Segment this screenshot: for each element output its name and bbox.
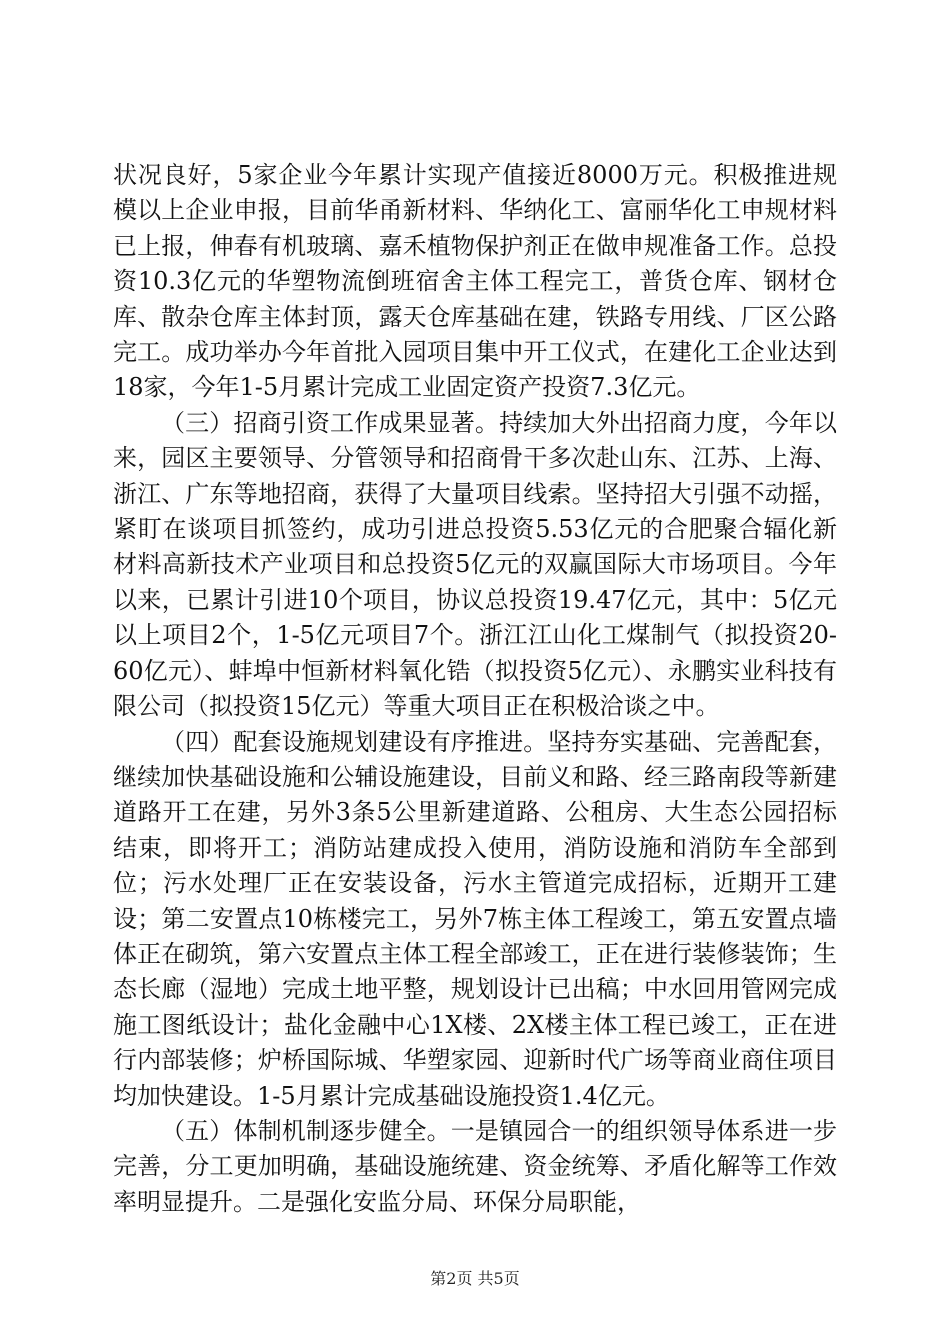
- document-body: [113, 158, 837, 1220]
- page-number-footer: 第2页 共5页: [430, 1269, 520, 1288]
- paragraph-continuation: 状况良好，5家企业今年累计实现产值接近8000万元。积极推进规模以上企业申报，目前华甬新材料、华纳化工、富丽华化工申规材料已上报，伸春有机玻璃、嘉禾植物保护剂正在做申规准备工作。总投资10.3亿元的华塑物流倒班宿舍主体工程完工，普货仓库、钢材仓库、散杂仓库主体封顶，露天仓库基础在建，铁路专用线、厂区公路完工。成功举办今年首批入园项目集中开工仪式，在建化工企业达到18家，今年1-5月累计完成工业固定资产投资7.3亿元。: [113, 161, 837, 402]
- paragraph-infrastructure: （四）配套设施规划建设有序推进。坚持夯实基础、完善配套，继续加快基础设施和公辅设施建设，目前义和路、经三路南段等新建道路开工在建，另外3条5公里新建道路、公租房、大生态公园招标结束，即将开工；消防站建成投入使用，消防设施和消防车全部到位；污水处理厂正在安装设备，污水主管道完成招标，近期开工建设；第二安置点10栋楼完工，另外7栋主体工程竣工，第五安置点墙体正在砌筑，第六安置点主体工程全部竣工，正在进行装修装饰；生态长廊（湿地）完成土地平整，规划设计已出稿；中水回用管网完成施工图纸设计；盐化金融中心1X楼、2X楼主体工程已竣工，正在进行内部装修；炉桥国际城、华塑家园、迎新时代广场等商业商住项目均加快建设。1-5月累计完成基础设施投资1.4亿元。: [113, 727, 837, 1110]
- paragraph-institutions: （五）体制机制逐步健全。一是镇园合一的组织领导体系进一步完善，分工更加明确，基础设施统建、资金统筹、矛盾化解等工作效率明显提升。二是强化安监分局、环保分局职能，: [113, 1116, 837, 1216]
- paragraph-investment: （三）招商引资工作成果显著。持续加大外出招商力度，今年以来，园区主要领导、分管领导和招商骨干多次赴山东、江苏、上海、浙江、广东等地招商，获得了大量项目线索。坚持招大引强不动摇，紧盯在谈项目抓签约，成功引进总投资5.53亿元的合肥聚合辐化新材料高新技术产业项目和总投资5亿元的双赢国际大市场项目。今年以来，已累计引进10个项目，协议总投资19.47亿元，其中：5亿元以上项目2个，1-5亿元项目7个。浙江江山化工煤制气（拟投资20-60亿元）、蚌埠中恒新材料氧化锆（拟投资5亿元）、永鹏实业科技有限公司（拟投资15亿元）等重大项目正在积极洽谈之中。: [113, 408, 837, 721]
